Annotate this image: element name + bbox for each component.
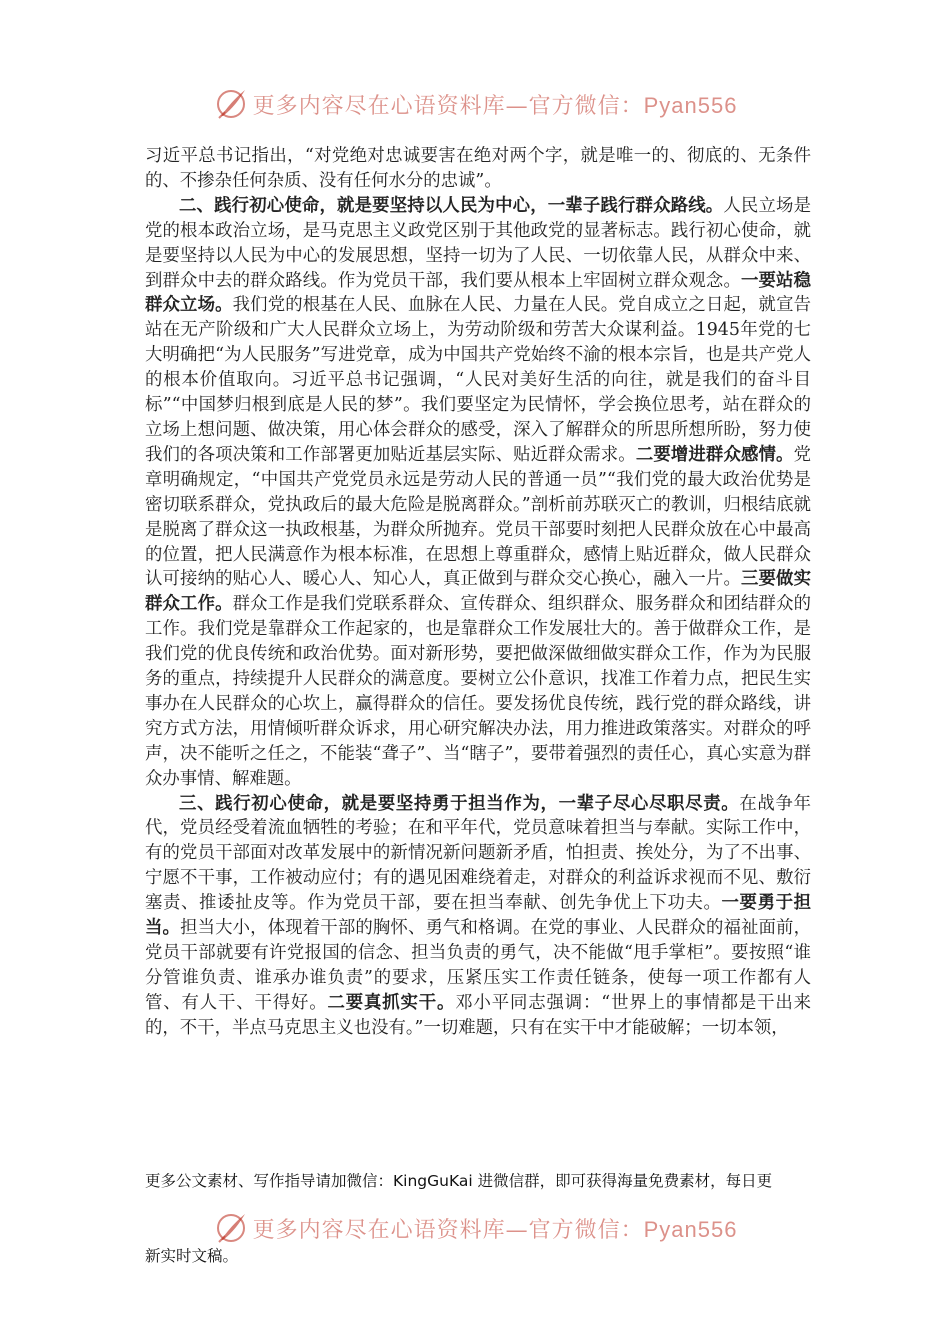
watermark-text: 更多内容尽在心语资料库—官方微信：Pyan556 xyxy=(252,92,738,119)
paragraph-1: 习近平总书记指出，“对党绝对忠诚要害在绝对两个字，就是唯一的、彻底的、无条件的、不掺杂任何杂质、没有任何水分的忠诚”。 xyxy=(145,146,811,191)
quill-logo-icon xyxy=(213,86,249,122)
section-heading-2: 二、践行初心使命，就是要坚持以人民为中心，一辈子践行群众路线。 xyxy=(179,195,724,216)
point-heading-courage: 一要勇于担当。 xyxy=(145,893,811,939)
point-heading-work: 三要做实群众工作。 xyxy=(145,569,811,615)
point-heading-action: 二要真抓实干。 xyxy=(327,992,456,1013)
point-heading-feeling: 二要增进群众感情。 xyxy=(635,444,794,465)
section-heading-3: 三、践行初心使命，就是要坚持勇于担当作为，一辈子尽心尽职尽责。 xyxy=(179,793,740,814)
watermark-text: 更多内容尽在心语资料库—官方微信：Pyan556 xyxy=(252,1216,738,1243)
paragraph-2: 二、践行初心使命，就是要坚持以人民为中心，一辈子践行群众路线。人民立场是党的根本政治立场，是马克思主义政党区别于其他政党的显著标志。践行初心使命，就是要坚持以人民为中心的发展思想，坚持一切为了人民、一切依靠人民，从群众中来、到群众中去的群众路线。作为党员干部，我们要从根本上牢固树立群众观念。一要站稳群众立场。我们党的根基在人民、血脉在人民、力量在人民。党自成立之日起，就宣告站在无产阶级和广大人民群众立场上，为劳动阶级和劳苦大众谋利益。1945年党的七大明确把“为人民服务”写进党章，成为中国共产党始终不渝的根本宗旨，也是共产党人的根本价值取向。习近平总书记强调，“人民对美好生活的向往，就是我们的奋斗目标”“中国梦归根到底是人民的梦”。我们要坚定为民情怀，学会换位思考，站在群众的立场上想问题、做决策，用心体会群众的感受，深入了解群众的所思所想所盼，努力使我们的各项决策和工作部署更加贴近基层实际、贴近群众需求。二要增进群众感情。党章明确规定，“中国共产党党员永远是劳动人民的普通一员”“我们党的最大政治优势是密切联系群众，党执政后的最大危险是脱离群众。”剖析前苏联灭亡的教训，归根结底就是脱离了群众这一执政根基，为群众所抛弃。党员干部要时刻把人民群众放在心中最高的位置，把人民满意作为根本标准，在思想上尊重群众，感情上贴近群众，做人民群众认可接纳的贴心人、暖心人、知心人，真正做到与群众交心换心，融入一片。三要做实群众工作。群众工作是我们党联系群众、宣传群众、组织群众、服务群众和团结群众的工作。我们党是靠群众工作起家的，也是靠群众工作发展壮大的。善于做群众工作，是我们党的优良传统和政治优势。面对新形势，要把做深做细做实群众工作，作为为民服务的重点，持续提升人民群众的满意度。要树立公仆意识，找准工作着力点，把民生实事办在人民群众的心坎上，赢得群众的信任。要发扬优良传统，践行党的群众路线，讲究方式方法，用情倾听群众诉求，用心研究解决办法，用力推进政策落实。对群众的呼声，决不能听之任之，不能装“聋子”、当“瞎子”，要带着强烈的责任心，真心实意为群众办事情、解难题。 xyxy=(145,195,811,789)
watermark-top xyxy=(0,86,950,122)
point-heading-stand: 一要站稳群众立场。 xyxy=(145,270,811,316)
footer-promo-line: 更多公文素材、写作指导请加微信：KingGuKai 进微信群，即可获得海量免费素材，每日更 xyxy=(145,1172,773,1190)
paragraph-3: 三、践行初心使命，就是要坚持勇于担当作为，一辈子尽心尽职尽责。在战争年代，党员经受着流血牺牲的考验；在和平年代，党员意味着担当与奉献。实际工作中，有的党员干部面对改革发展中的新情况新问题新矛盾，怕担责、挨处分，为了不出事、宁愿不干事，工作被动应付；有的遇见困难绕着走，对群众的利益诉求视而不见、敷衍塞责、推诿扯皮等。作为党员干部，要在担当奉献、创先争优上下功夫。一要勇于担当。担当大小，体现着干部的胸怀、勇气和格调。在党的事业、人民群众的福祉面前，党员干部就要有许党报国的信念、担当负责的勇气，决不能做“甩手掌柜”。要按照“谁分管谁负责、谁承办谁负责”的要求，压紧压实工作责任链条，使每一项工作都有人管、有人干、干得好。二要真抓实干。邓小平同志强调：“世界上的事情都是干出来的，不干，半点马克思主义也没有。”一切难题，只有在实干中才能破解；一切本领， xyxy=(145,793,811,1038)
quill-logo-icon xyxy=(213,1210,249,1246)
watermark-bottom xyxy=(0,1210,950,1246)
document-body xyxy=(145,144,811,1041)
footer-promo-tail: 新实时文稿。 xyxy=(145,1247,239,1265)
